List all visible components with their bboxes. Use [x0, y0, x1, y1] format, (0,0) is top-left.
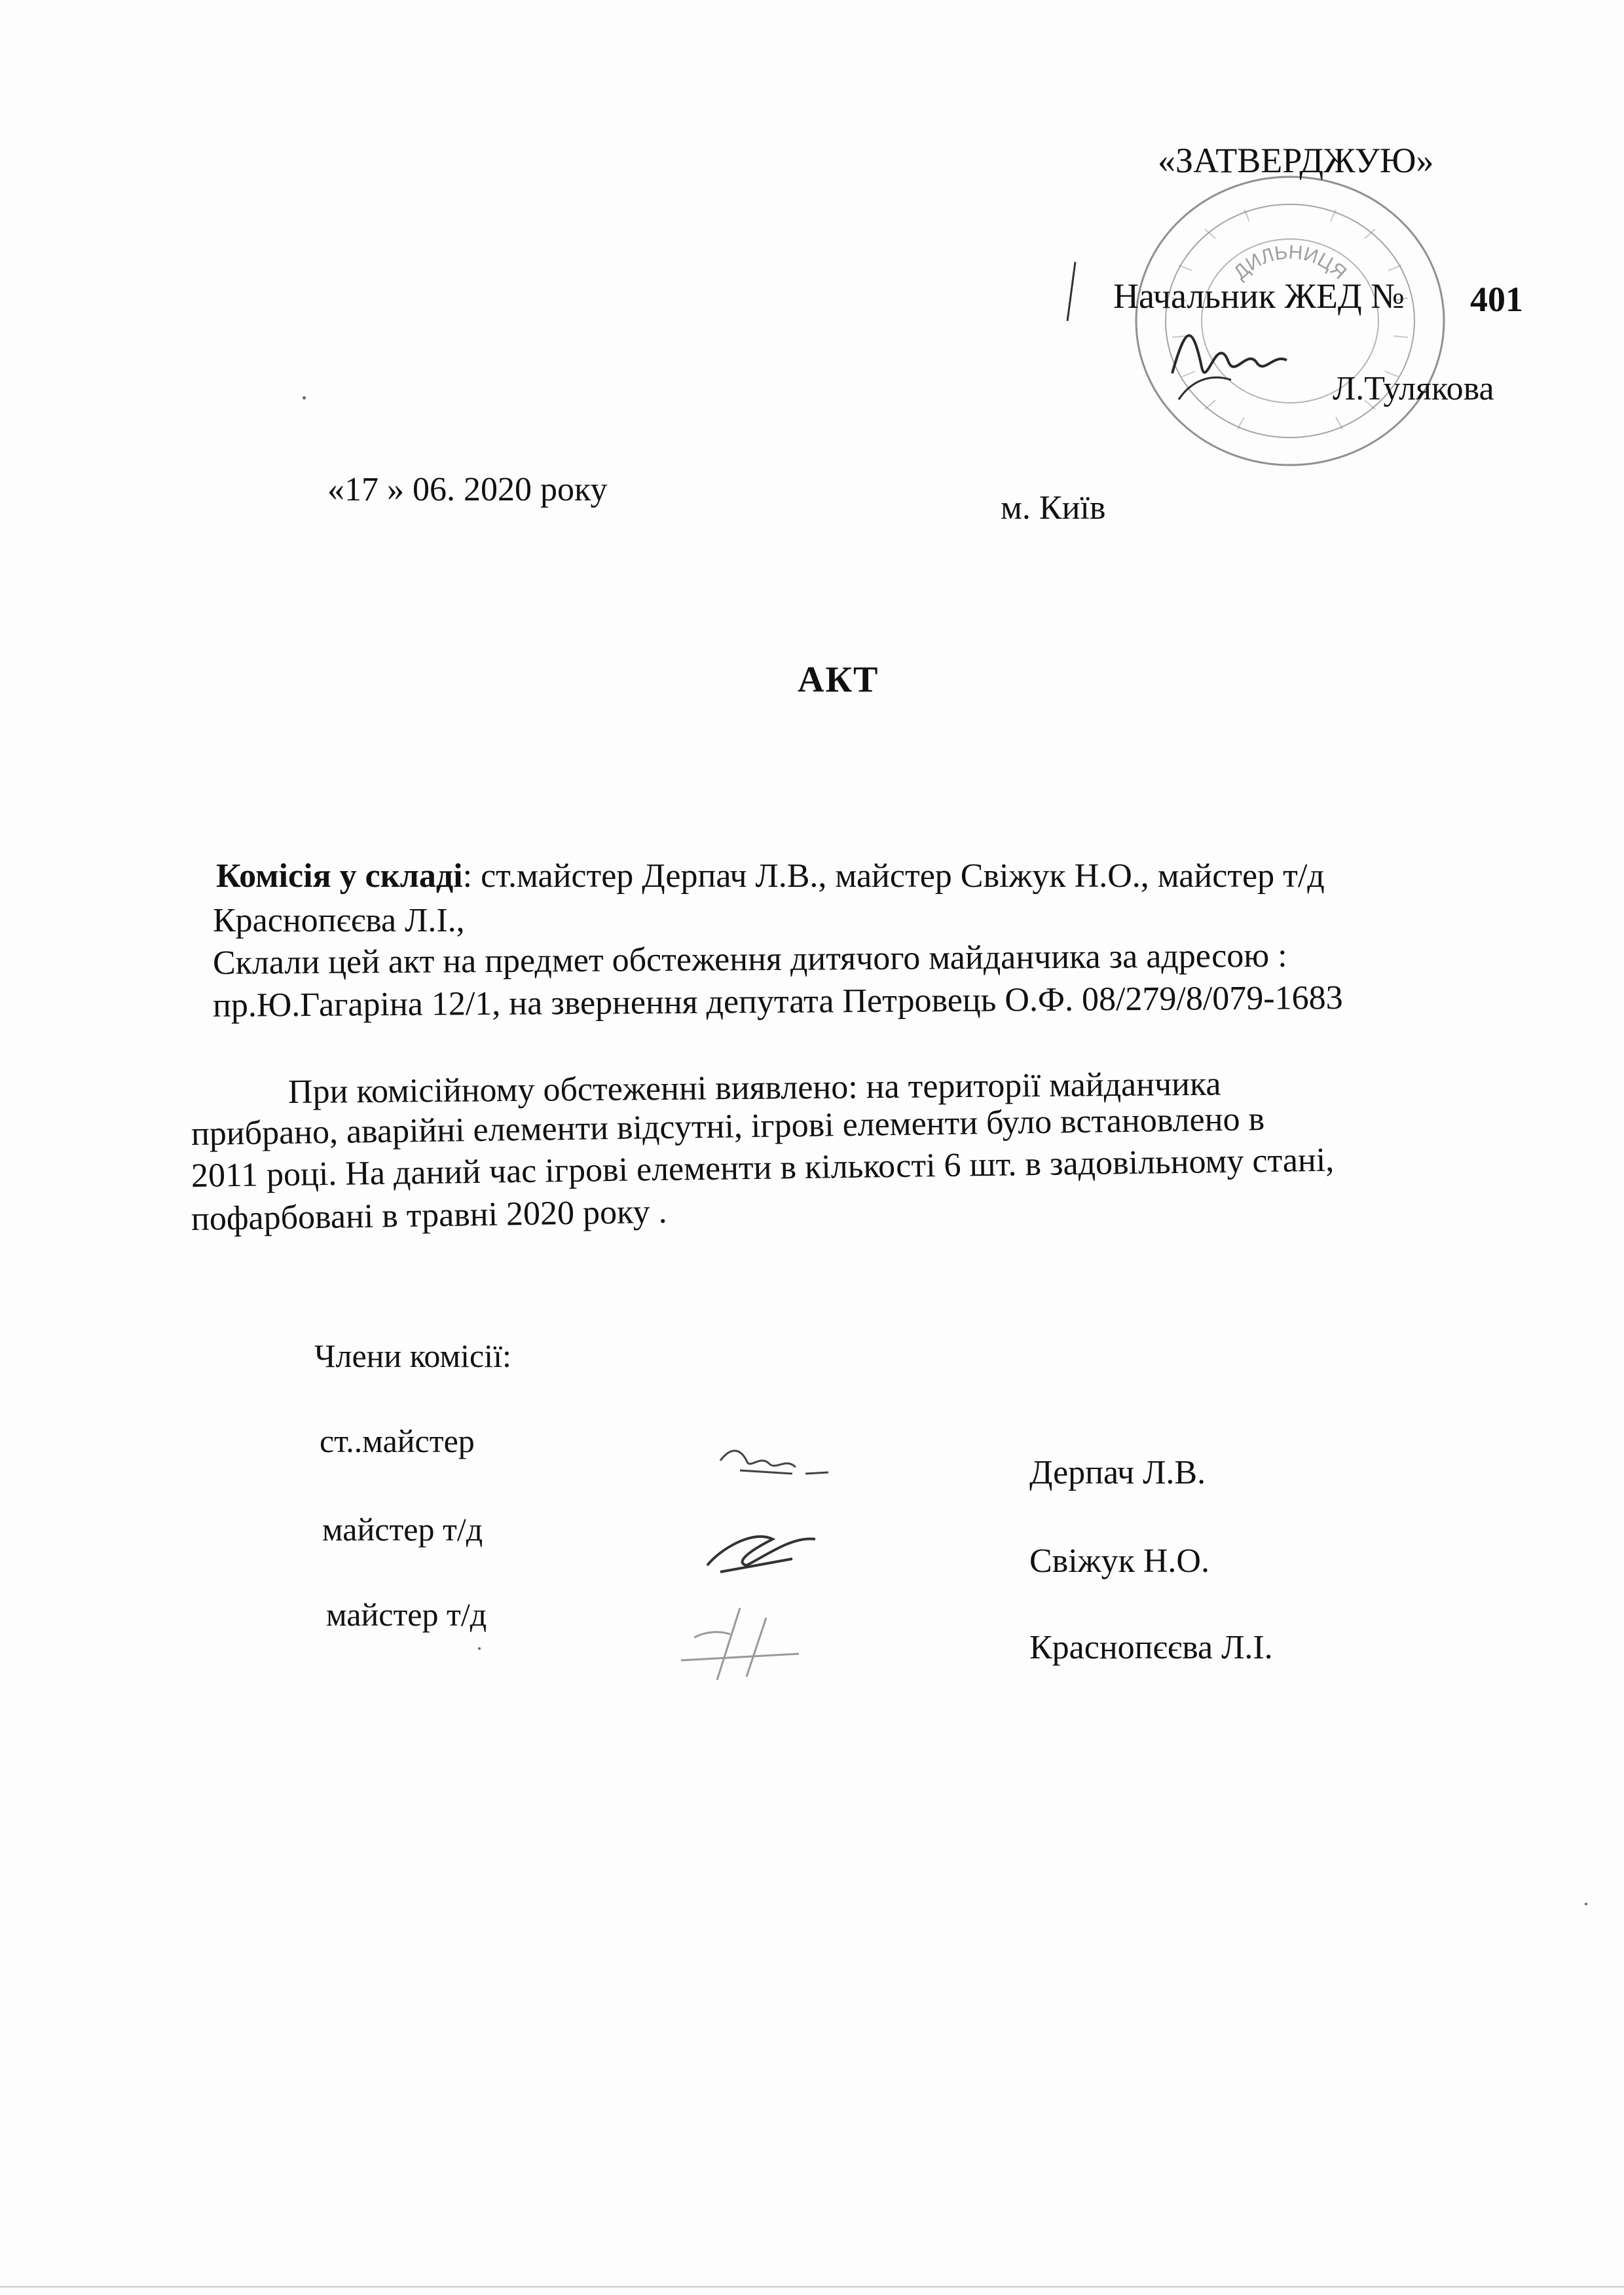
scan-edge: [0, 2286, 1624, 2288]
head-office-number: 401: [1470, 280, 1523, 319]
head-position: Начальник ЖЕД №: [1113, 276, 1405, 316]
body-line-5: При комісійному обстеженні виявлено: на території майданчика: [287, 1065, 1221, 1111]
approval-heading: «ЗАТВЕРДЖУЮ»: [1158, 141, 1434, 180]
member-role: майстер т/д: [326, 1596, 487, 1633]
document-city: м. Київ: [1001, 489, 1106, 527]
member-role: ст..майстер: [320, 1423, 475, 1459]
document-date: «17 » 06. 2020 року: [327, 471, 608, 508]
member-signature-1: [714, 1434, 845, 1493]
scan-speck: [1585, 1903, 1587, 1905]
member-signature-2: [694, 1510, 825, 1582]
commission-line: [216, 859, 1325, 893]
svg-text:ДИЛЬНИЦЯ: ДИЛЬНИЦЯ: [1229, 241, 1351, 284]
member-signature-3: [668, 1598, 812, 1690]
member-name: Свіжук Н.О.: [1029, 1542, 1209, 1580]
members-label: Члени комісії:: [314, 1337, 511, 1374]
body-line-4: пр.Ю.Гагаріна 12/1, на звернення депутата Петровець О.Ф. 08/279/8/079-1683: [212, 979, 1343, 1024]
commission-label: Комісія у складі: [216, 857, 463, 895]
body-line-8: пофарбовані в травні 2020 року .: [191, 1193, 667, 1238]
commission-members: : ст.майстер Дерпач Л.В., майстер Свіжук Н.О., майстер т/д: [462, 857, 1325, 895]
member-name: Дерпач Л.В.: [1029, 1454, 1206, 1491]
scan-speck: [478, 1647, 481, 1650]
body-line-6: прибрано, аварійні елементи відсутні, ігрові елементи було встановлено в: [191, 1100, 1265, 1153]
body-line-3: Склали цей акт на предмет обстеження дитячого майданчика за адресою :: [212, 937, 1287, 982]
body-line-7: 2011 році. На даний час ігрові елементи в кількості 6 шт. в задовільному стані,: [191, 1141, 1335, 1195]
head-name: Л.Тулякова: [1333, 370, 1494, 407]
body-line-2: Краснопєєва Л.І.,: [213, 902, 465, 939]
member-role: майстер т/д: [322, 1511, 483, 1548]
document-title: АКТ: [798, 660, 879, 700]
member-name: Краснопєєва Л.І.: [1029, 1629, 1273, 1666]
scan-speck: [303, 396, 306, 400]
